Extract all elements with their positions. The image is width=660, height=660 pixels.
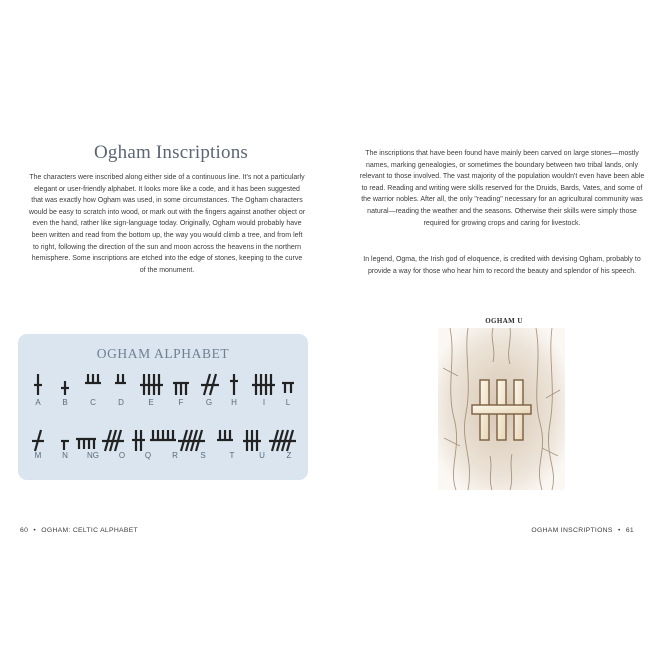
letter-m: M <box>34 451 42 460</box>
letter-a: A <box>35 398 41 407</box>
left-running-head: OGHAM: CELTIC ALPHABET <box>41 527 139 534</box>
ogham-letters-row-2 <box>18 451 308 463</box>
ogham-glyph-row-1 <box>18 371 308 401</box>
letter-ng: NG <box>87 451 99 460</box>
ogham-letters-row-1 <box>18 398 308 410</box>
letter-s: S <box>200 451 206 460</box>
left-page-title: Ogham Inscriptions <box>94 142 248 163</box>
letter-h: H <box>231 398 237 407</box>
letter-b: B <box>62 398 68 407</box>
letter-i: I <box>262 398 266 407</box>
ogham-glyph-n <box>61 441 69 450</box>
letter-u: U <box>259 451 265 460</box>
letter-z: Z <box>286 451 292 460</box>
letter-d: D <box>118 398 124 407</box>
ogham-glyph-o <box>102 430 124 451</box>
right-footer-bullet: • <box>617 527 621 534</box>
ogham-glyph-i <box>252 374 275 395</box>
left-page-paragraph: The characters were inscribed along either side of a continuous line. It's not a particularly elegant or user-friendly alphabet. It looks more like a code, and it has been suggested that was exactly how Ogham was used, in some circumstances. The Ogham characters would be easy to scratch into wood, or mark out with the fingers against another object or even the hand, rather like sign-language today. Originally, Ogham would probably have been written and read from the bottom up, the way you would climb a tree, and from left to right, following the direction of the sun and moon across the heavens in the northern hemisphere. Some inscriptions are etched into the edge of stones, keeping to the curve of the monument. <box>28 174 306 274</box>
letter-t: T <box>229 451 235 460</box>
ogham-glyph-ng <box>76 439 96 449</box>
letter-o: O <box>118 451 126 460</box>
image-caption: OGHAM U <box>485 317 523 325</box>
ogham-glyph-u <box>243 430 261 451</box>
ogham-glyph-b <box>61 381 69 395</box>
ogham-glyph-q <box>132 430 145 451</box>
ogham-u-carving-image <box>438 328 565 490</box>
ogham-glyph-d <box>115 374 126 383</box>
ogham-glyph-s <box>178 430 205 451</box>
right-page-paragraph-2: In legend, Ogma, the Irish god of eloquence, is credited with devising Ogham, probably to provide a way for those who hear him to record the beauty and splendor of his speech. <box>363 256 641 275</box>
ogham-alphabet-panel <box>18 334 308 480</box>
letter-c: C <box>90 398 96 407</box>
ogham-glyph-l <box>282 383 294 393</box>
ogham-glyph-t <box>217 430 233 440</box>
right-footer <box>531 527 634 534</box>
ogham-glyph-r <box>150 430 176 440</box>
left-footer <box>20 527 138 534</box>
left-page-number: 60 <box>20 527 29 534</box>
letter-g: G <box>205 398 213 407</box>
ogham-glyph-e <box>140 374 163 395</box>
right-page-number: 61 <box>625 527 634 534</box>
ogham-glyph-m <box>32 430 44 451</box>
ogham-glyph-h <box>230 374 238 395</box>
letter-q: Q <box>144 451 152 460</box>
ogham-alphabet-title: OGHAM ALPHABET <box>96 346 230 361</box>
letter-r: R <box>172 451 178 460</box>
letter-l: L <box>285 398 291 407</box>
letter-e: E <box>148 398 154 407</box>
left-footer-bullet: • <box>33 527 37 534</box>
right-running-head: OGHAM INSCRIPTIONS <box>531 527 613 534</box>
ogham-glyph-a <box>34 374 42 395</box>
right-page-paragraph-1: The inscriptions that have been found have mainly been carved on large stones—mostly names, marking genealogies, or sometimes the boundary between two tribal lands, only relevant to those involved. The vast majority of the population wouldn't even have been able to read. Reading and writing were skills reserved for the Druids, Bards, Vates, and some of the warrior nobles. After all, the only "reading" necessary for an agricultural community was natural—reading the weather and the seasons. Otherwise their skills were simply those required for growing crops and caring for livestock. <box>359 150 645 227</box>
ogham-glyph-c <box>85 374 101 383</box>
letter-f: F <box>178 398 184 407</box>
ogham-glyph-z <box>269 430 296 451</box>
carved-ogham-u <box>472 380 531 440</box>
ogham-glyph-f <box>173 383 189 395</box>
letter-n: N <box>62 451 68 460</box>
ogham-glyph-g <box>201 374 219 395</box>
